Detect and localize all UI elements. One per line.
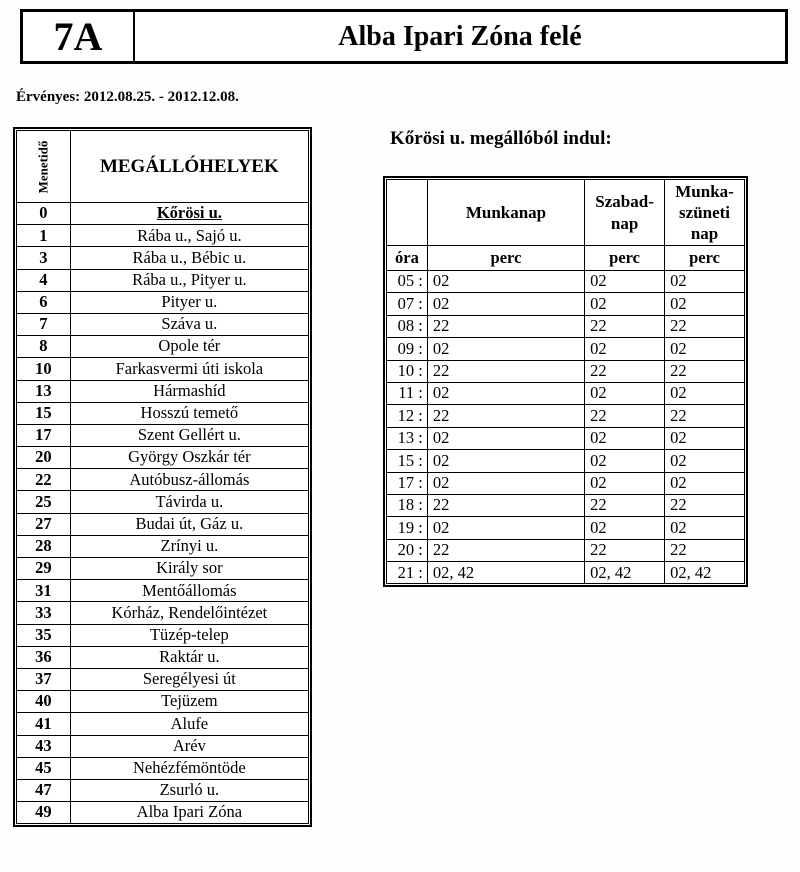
stops-table-row [17,779,309,801]
stops-table-row [17,358,309,380]
stops-table-row [17,336,309,358]
stops-header: MEGÁLLÓHELYEK [70,131,308,203]
travel-time-cell: 27 [17,513,71,535]
workday-minutes-cell: 02 [427,427,584,449]
stop-name-cell: Rába u., Sajó u. [70,225,308,247]
holiday-minutes-cell: 02 [665,271,745,293]
travel-time-cell: 3 [17,247,71,269]
holiday-minutes-cell: 02 [665,382,745,404]
stop-name-cell: Arév [70,735,308,757]
stops-table-row [17,269,309,291]
workday-minutes-cell: 02 [427,293,584,315]
stops-table-row [17,291,309,313]
stops-table-row [17,247,309,269]
hour-cell: 10 : [387,360,428,382]
day-off-minutes-cell: 02 [585,382,665,404]
stops-table-row [17,225,309,247]
route-header [20,9,788,64]
workday-minutes-cell: 02 [427,271,584,293]
stop-name-cell: Rába u., Bébic u. [70,247,308,269]
stop-name-cell: Nehézfémöntöde [70,757,308,779]
holiday-minutes-cell: 02, 42 [665,562,745,584]
stop-name-cell: Hosszú temető [70,402,308,424]
day-off-minutes-cell: 22 [585,539,665,561]
stops-table-frame [13,127,312,827]
departure-row [387,450,745,472]
stops-table-row [17,624,309,646]
stop-name-cell: Tüzép-telep [70,624,308,646]
hour-cell: 13 : [387,427,428,449]
stops-table-row [17,646,309,668]
workday-minutes-cell: 02 [427,517,584,539]
travel-time-cell: 1 [17,225,71,247]
holiday-minutes-cell: 22 [665,494,745,516]
holiday-minutes-cell: 02 [665,472,745,494]
stops-table-header-row [17,131,309,203]
day-off-minutes-cell: 02, 42 [585,562,665,584]
route-direction: Alba Ipari Zóna felé [338,20,582,52]
travel-time-cell: 20 [17,447,71,469]
stop-name-cell: György Oszkár tér [70,447,308,469]
travel-time-cell: 25 [17,491,71,513]
day-off-minutes-cell: 22 [585,494,665,516]
travel-time-cell: 31 [17,580,71,602]
holiday-minute-label: perc [665,246,745,271]
workday-minutes-cell: 22 [427,405,584,427]
hour-cell: 08 : [387,315,428,337]
stops-table-row [17,713,309,735]
day-off-minutes-cell: 22 [585,405,665,427]
hour-cell: 18 : [387,494,428,516]
travel-time-cell: 47 [17,779,71,801]
departure-row [387,360,745,382]
travel-time-cell: 43 [17,735,71,757]
stop-name-cell: Kőrösi u. [70,203,308,225]
day-off-minutes-cell: 22 [585,315,665,337]
hour-cell: 09 : [387,338,428,360]
stop-name-cell: Farkasvermi úti iskola [70,358,308,380]
departure-row [387,427,745,449]
departure-row [387,539,745,561]
stops-table [16,130,309,824]
day-off-minutes-cell: 02 [585,293,665,315]
stop-name-cell: Kórház, Rendelőintézet [70,602,308,624]
stops-table-row [17,402,309,424]
workday-minutes-cell: 02 [427,338,584,360]
holiday-minutes-cell: 02 [665,450,745,472]
holiday-minutes-cell: 22 [665,360,745,382]
holiday-minutes-cell: 22 [665,539,745,561]
departure-row [387,382,745,404]
stop-name-cell: Alba Ipari Zóna [70,802,308,824]
hour-cell: 05 : [387,271,428,293]
hour-cell: 20 : [387,539,428,561]
travel-time-cell: 33 [17,602,71,624]
travel-time-cell: 7 [17,313,71,335]
departure-row [387,517,745,539]
travel-time-cell: 17 [17,424,71,446]
stop-name-cell: Száva u. [70,313,308,335]
travel-time-cell: 8 [17,336,71,358]
travel-time-cell: 15 [17,402,71,424]
travel-time-cell: 36 [17,646,71,668]
stop-name-cell: Zrínyi u. [70,535,308,557]
stop-name-cell: Budai út, Gáz u. [70,513,308,535]
workday-header: Munkanap [427,180,584,246]
stops-table-body [17,203,309,824]
stop-name-cell: Alufe [70,713,308,735]
stop-name-cell: Mentőállomás [70,580,308,602]
workday-minute-label: perc [427,246,584,271]
stop-name-cell: Pityer u. [70,291,308,313]
stop-name-cell: Zsurló u. [70,779,308,801]
hour-label: óra [387,246,428,271]
day-off-header: Szabad-nap [585,180,665,246]
workday-minutes-cell: 22 [427,494,584,516]
stop-name-cell: Tejüzem [70,691,308,713]
workday-minutes-cell: 22 [427,315,584,337]
travel-time-cell: 41 [17,713,71,735]
holiday-minutes-cell: 02 [665,293,745,315]
day-off-minutes-cell: 02 [585,338,665,360]
holiday-minutes-cell: 02 [665,427,745,449]
travel-time-cell: 10 [17,358,71,380]
travel-time-cell: 35 [17,624,71,646]
stops-table-row [17,203,309,225]
stop-name-cell: Király sor [70,558,308,580]
departure-row [387,271,745,293]
travel-time-cell: 29 [17,558,71,580]
departures-title: Kőrösi u. megállóból indul: [390,128,612,149]
departure-row [387,562,745,584]
stop-name-cell: Autóbusz-állomás [70,469,308,491]
hour-cell: 12 : [387,405,428,427]
stop-name-cell: Raktár u. [70,646,308,668]
stops-table-row [17,580,309,602]
hour-cell: 19 : [387,517,428,539]
stops-table-row [17,424,309,446]
workday-minutes-cell: 02 [427,382,584,404]
stop-name-cell: Opole tér [70,336,308,358]
departures-unit-header-row [387,246,745,271]
stops-table-row [17,668,309,690]
travel-time-header [17,131,71,203]
workday-minutes-cell: 22 [427,360,584,382]
stops-table-row [17,491,309,513]
travel-time-cell: 13 [17,380,71,402]
stops-table-row [17,469,309,491]
stops-table-row [17,802,309,824]
travel-time-cell: 49 [17,802,71,824]
departure-row [387,293,745,315]
stop-name-cell: Szent Gellért u. [70,424,308,446]
departures-table [386,179,745,584]
workday-minutes-cell: 02 [427,450,584,472]
hour-cell: 15 : [387,450,428,472]
holiday-minutes-cell: 22 [665,315,745,337]
departure-row [387,494,745,516]
holiday-minutes-cell: 02 [665,338,745,360]
hour-cell: 21 : [387,562,428,584]
validity-text: Érvényes: 2012.08.25. - 2012.12.08. [16,89,239,105]
stops-table-row [17,535,309,557]
travel-time-cell: 22 [17,469,71,491]
stops-table-row [17,447,309,469]
hour-cell: 11 : [387,382,428,404]
stops-table-row [17,691,309,713]
route-number: 7A [23,12,135,61]
stops-table-row [17,757,309,779]
workday-minutes-cell: 02 [427,472,584,494]
travel-time-cell: 28 [17,535,71,557]
hour-header-spacer [387,180,428,246]
travel-time-cell: 0 [17,203,71,225]
hour-cell: 17 : [387,472,428,494]
day-off-minutes-cell: 02 [585,472,665,494]
stop-name-cell: Rába u., Pityer u. [70,269,308,291]
content [13,127,800,827]
departures-day-header-row [387,180,745,246]
travel-time-cell: 6 [17,291,71,313]
holiday-minutes-cell: 22 [665,405,745,427]
workday-minutes-cell: 22 [427,539,584,561]
stops-table-row [17,602,309,624]
day-off-minute-label: perc [585,246,665,271]
travel-time-header-label: Menetidő [35,140,51,193]
stops-table-row [17,313,309,335]
stop-name-cell: Hármashíd [70,380,308,402]
hour-cell: 07 : [387,293,428,315]
holiday-minutes-cell: 02 [665,517,745,539]
day-off-minutes-cell: 02 [585,517,665,539]
departures-section [383,127,748,587]
stops-table-row [17,513,309,535]
departures-table-body [387,271,745,584]
stops-table-row [17,735,309,757]
stop-name-cell: Seregélyesi út [70,668,308,690]
stops-table-row [17,558,309,580]
departure-row [387,472,745,494]
departure-row [387,315,745,337]
travel-time-cell: 40 [17,691,71,713]
departure-row [387,338,745,360]
workday-minutes-cell: 02, 42 [427,562,584,584]
travel-time-cell: 4 [17,269,71,291]
holiday-header: Munka-szüneti nap [665,180,745,246]
stops-table-row [17,380,309,402]
stop-name-cell: Távirda u. [70,491,308,513]
travel-time-cell: 45 [17,757,71,779]
day-off-minutes-cell: 22 [585,360,665,382]
departure-row [387,405,745,427]
departures-table-frame [383,176,748,587]
day-off-minutes-cell: 02 [585,450,665,472]
day-off-minutes-cell: 02 [585,427,665,449]
travel-time-cell: 37 [17,668,71,690]
day-off-minutes-cell: 02 [585,271,665,293]
